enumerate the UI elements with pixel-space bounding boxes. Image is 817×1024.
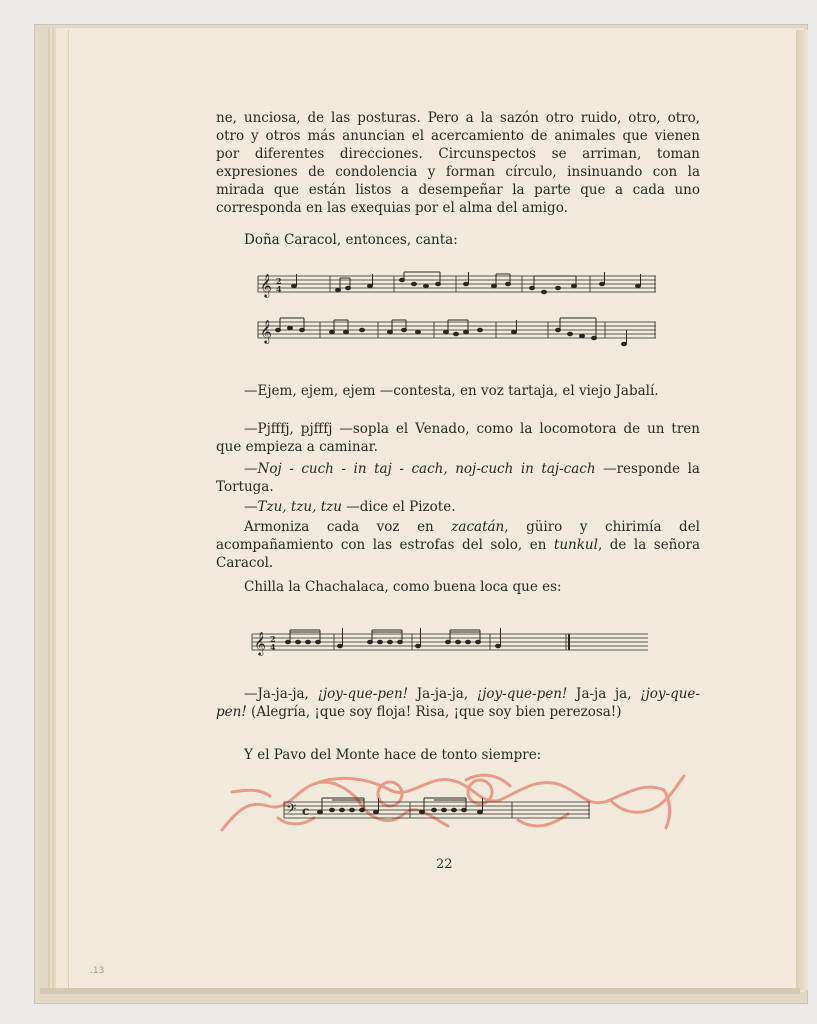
svg-text:𝄢: 𝄢 <box>286 801 297 820</box>
text-run: (Alegría, ¡que soy floja! Risa, ¡que soy bien perezosa!) <box>246 704 622 720</box>
page-right-edge <box>796 30 808 990</box>
svg-text:2: 2 <box>270 634 276 644</box>
svg-text:4: 4 <box>276 284 282 294</box>
paragraph-intro: ne, unciosa, de las posturas. Pero a la sazón otro ruido, otro, otro, otro y otros más anuncian el acercamiento de animales que vienen por diferentes direcciones. Circunspectos se arriman, toman expresiones de condolencia y forman círculo, insinuando con la mirada que están listos a desempeñar la parte que a cada uno corresponda en las exequias por el alma del amigo. <box>216 110 700 216</box>
text-run-italic: ¡joy-que-pen! <box>476 686 568 702</box>
paragraph-dona-caracol: Doña Caracol, entonces, canta: <box>244 232 458 248</box>
text-run: , güiro y chirimía del acompañamiento con las estrofas del solo, en <box>216 519 700 553</box>
svg-text:𝄞: 𝄞 <box>260 273 272 297</box>
music-staff-caracol-2 <box>258 314 658 350</box>
text-run: —responde la Tortuga. <box>216 461 700 495</box>
page-bottom-edge <box>40 988 800 994</box>
music-staff-pavo <box>284 794 594 824</box>
text-run: Ja-ja ja, <box>567 686 641 702</box>
text-run: Armoniza cada voz en <box>244 519 452 535</box>
svg-text:𝄞: 𝄞 <box>254 631 266 655</box>
text-run-italic: Tzu, tzu, tzu <box>257 499 342 515</box>
text-run: — <box>244 461 258 477</box>
text-run: —dice el Pizote. <box>341 499 456 515</box>
time-signature: c <box>302 804 310 818</box>
pencil-mark: .13 <box>90 966 105 976</box>
paragraph-pavo-del-monte: Y el Pavo del Monte hace de tonto siempre: <box>244 747 542 763</box>
music-staff-caracol-1 <box>258 268 658 298</box>
svg-text:𝄞: 𝄞 <box>260 319 272 343</box>
text-run-italic: Noj - cuch - in taj - cach, noj-cuch in taj-cach <box>257 461 596 477</box>
paragraph-jabali: —Ejem, ejem, ejem —contesta, en voz tartaja, el viejo Jabalí. <box>244 383 659 399</box>
music-staff-chachalaca <box>252 624 652 660</box>
text-run: —Ja-ja-ja, <box>244 686 318 702</box>
paragraph-armoniza <box>216 518 700 572</box>
paragraph-ja-ja-ja <box>216 685 700 721</box>
text-run-italic: ¡joy-que-pen! <box>216 686 700 720</box>
paragraph-chachalaca: Chilla la Chachalaca, como buena loca que es: <box>244 579 562 595</box>
svg-text:4: 4 <box>270 642 276 652</box>
text-run-italic: tunkul <box>553 537 598 553</box>
paragraph-tortuga <box>216 460 700 496</box>
svg-text:2: 2 <box>276 276 282 286</box>
text-run: Ja-ja-ja, <box>408 686 477 702</box>
text-run: , de la señora Caracol. <box>216 537 701 571</box>
text-run-italic: ¡joy-que-pen! <box>317 686 409 702</box>
paragraph-venado: —Pjfffj, pjfffj —sopla el Venado, como la locomotora de un tren que empieza a caminar. <box>216 421 700 455</box>
text-run-italic: zacatán <box>451 519 505 535</box>
page-number: 22 <box>436 857 453 872</box>
paragraph-pizote <box>216 498 700 516</box>
text-run: — <box>244 499 258 515</box>
